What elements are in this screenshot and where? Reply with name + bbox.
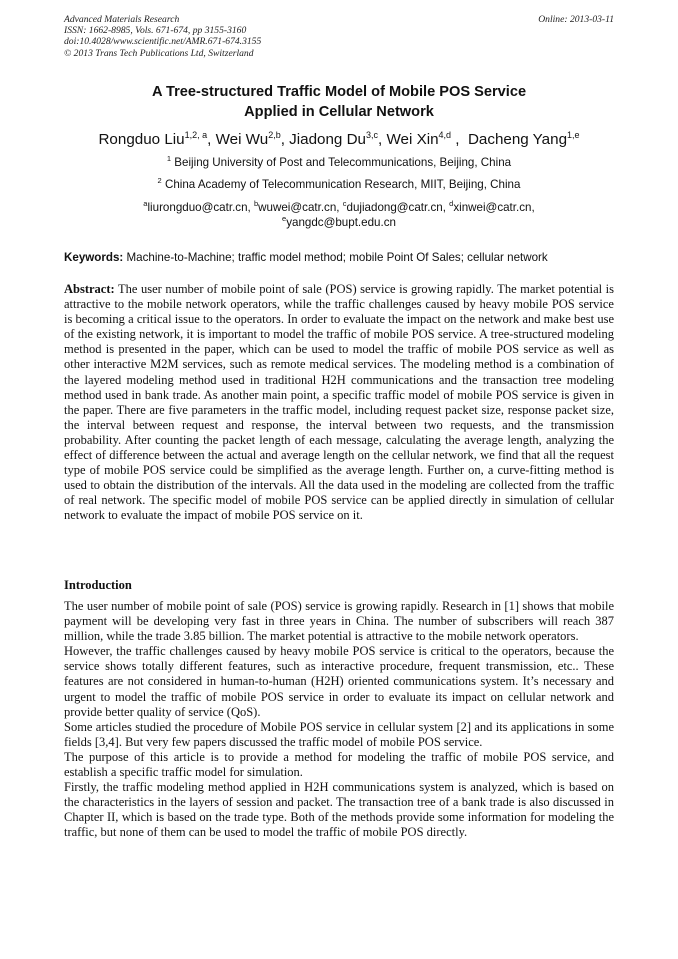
email-link[interactable]: yangdc@bupt.edu.cn	[286, 216, 396, 229]
author	[386, 131, 467, 148]
email-link[interactable]: wuwei@catr.cn,	[258, 201, 343, 214]
affiliation-text: China Academy of Telecommunication Research, MIIT, Beijing, China	[164, 178, 521, 191]
title-line-2: Applied in Cellular Network	[244, 104, 434, 120]
author	[289, 131, 386, 148]
email-mark: c	[342, 199, 347, 209]
keywords-text: Machine-to-Machine; traffic model method; mobile Point Of Sales; cellular network	[123, 251, 548, 264]
author-name: Jiadong Du	[289, 131, 366, 148]
author-list	[64, 130, 614, 150]
paragraph: Firstly, the traffic modeling method applied in H2H communications system is analyzed, which is based on the characteristics in the layers of session and packet. The transaction tree of a bank trade is also discussed in Chapter II, which is based on the trade type. Both of the methods provide some information for modeling the traffic, but none of them can be used to model the traffic of mobile POS directly.	[64, 780, 614, 840]
author-emails	[64, 200, 614, 230]
email-mark: a	[143, 199, 148, 209]
author-affiliation-mark: 3,c	[366, 129, 379, 140]
issn-line: ISSN: 1662-8985, Vols. 671-674, pp 3155-3160	[64, 25, 247, 37]
copyright-line: © 2013 Trans Tech Publications Ltd, Switzerland	[64, 47, 254, 59]
paragraph: Some articles studied the procedure of Mobile POS service in cellular system [2] and its applications in some fields [3,4]. But very few papers discussed the traffic model of mobile POS service.	[64, 719, 614, 749]
abstract-text: The user number of mobile point of sale (POS) service is growing rapidly. The market potential is attractive to the mobile network operators, while the traffic challenges caused by heavy mobile POS service is becoming a critical issue to the operators. In order to evaluate the impact on the network and make best use of the existing network, it is important to model the traffic of mobile POS service. A tree-structured modeling method is presented in the paper, which can be used to model the traffic of mobile POS service as well as other interactive M2M services, such as remote medical services. The modeling method is a combination of the layered modeling method used in traditional H2H communications and the transaction tree modeling method used in bank trade. As another main point, a specific traffic model of mobile POS service is given in the paper. There are five parameters in the traffic model, including request packet size, response packet size, the interval between request and response, the interval between two requests, and the transmission probability. After counting the packet length of each message, calculating the average length, analyzing the effect of difference between the actual and average length on the cellular network, we find that all the request type of mobile POS service could be simplified as the average length. Further on, a curve-fitting method is used to obtain the distribution of the intervals. All the data used in the modeling are collected from the traffic of real network. The specific model of mobile POS service can be applied directly in simulation of cellular network to evaluate the impact of mobile POS service on it.	[64, 282, 614, 523]
author-affiliation-mark: 4,d	[438, 129, 452, 140]
affiliation-number: 2	[157, 176, 162, 186]
keywords	[64, 250, 614, 266]
author	[98, 131, 215, 148]
author-separator: ,	[378, 131, 387, 148]
author	[216, 131, 290, 148]
paragraph: The user number of mobile point of sale (POS) service is growing rapidly. Research in [1] shows that mobile payment will be developing very fast in three years in China. The number of subscribers will reach 387 million, while the trade 3.85 billion. The market potential is attractive to the mobile network operators.	[64, 599, 614, 644]
abstract	[64, 282, 614, 524]
journal-name: Advanced Materials Research	[64, 14, 180, 25]
email-link[interactable]: liurongduo@catr.cn,	[147, 201, 254, 214]
author	[468, 131, 580, 148]
email-mark: d	[449, 199, 454, 209]
paragraph: However, the traffic challenges caused by heavy mobile POS service is critical to the operators, because the service shows totally different features, such as interactive procedure, frequent transmission, etc.. These features are not considered in human-to-human (H2H) oriented communications system. It’s necessary and urgent to model the traffic of mobile POS service in order to evaluate its impact on cellular network and provide better quality of service (QoS).	[64, 644, 614, 719]
affiliation-2	[64, 177, 614, 193]
paragraph: The purpose of this article is to provide a method for modeling the traffic of mobile POS service, and establish a specific traffic model for simulation.	[64, 749, 614, 780]
section-heading-introduction: Introduction	[64, 578, 132, 592]
email-line-1	[64, 200, 614, 215]
introduction-body	[64, 599, 614, 841]
email-link[interactable]: dujiadong@catr.cn,	[346, 201, 450, 214]
author-name: Rongduo Liu	[98, 131, 185, 148]
online-date: Online: 2013-03-11	[538, 14, 614, 25]
author-affiliation-mark: 1,e	[567, 129, 580, 140]
author-affiliation-mark: 2,b	[268, 129, 281, 140]
abstract-label: Abstract:	[64, 282, 115, 296]
author-affiliation-mark: 1,2, a	[184, 129, 208, 140]
email-mark: e	[282, 214, 287, 224]
author-name: Wei Wu	[215, 131, 269, 148]
author-separator: ,	[451, 131, 468, 148]
author-name: Dacheng Yang	[467, 131, 568, 148]
paper-title	[64, 82, 614, 122]
email-link[interactable]: xinwei@catr.cn,	[453, 201, 535, 214]
affiliation-text: Beijing University of Post and Telecommunications, Beijing, China	[174, 156, 512, 169]
doi-line: doi:10.4028/www.scientific.net/AMR.671-674.3155	[64, 36, 262, 48]
affiliation-1	[64, 155, 614, 171]
email-line-2	[64, 215, 614, 230]
affiliation-number: 1	[166, 154, 172, 164]
journal-header	[64, 14, 614, 59]
keywords-label: Keywords:	[64, 251, 124, 264]
author-separator: ,	[207, 131, 216, 148]
author-name: Wei Xin	[386, 131, 439, 148]
author-separator: ,	[280, 131, 290, 148]
title-line-1: A Tree-structured Traffic Model of Mobile POS Service	[151, 84, 527, 100]
email-mark: b	[253, 199, 259, 209]
